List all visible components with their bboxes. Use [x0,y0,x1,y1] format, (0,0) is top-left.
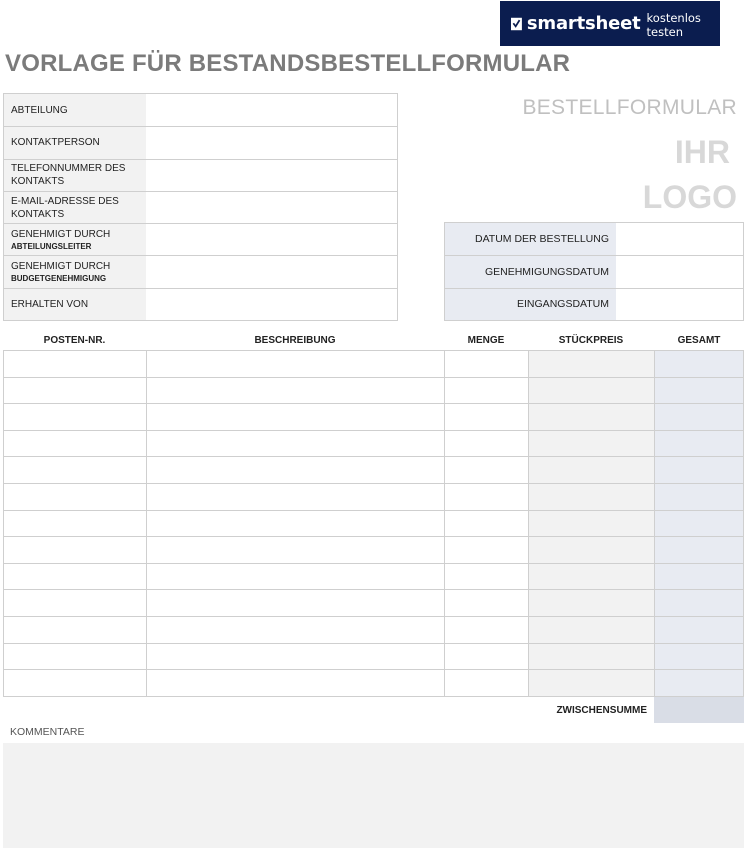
dates-table [444,222,744,321]
info-label [4,160,146,191]
smartsheet-trial-banner[interactable] [500,1,720,46]
table-row [4,670,743,697]
item-no-cell[interactable] [4,351,147,377]
header-unit-price: STÜCKPREIS [558,334,624,346]
info-label-subtext: BUDGETGENEHMIGUNG [11,274,107,284]
item-no-cell[interactable] [4,484,147,510]
header-item-no: POSTEN-NR. [43,334,106,346]
date-row [445,255,743,287]
description-cell[interactable] [147,351,445,377]
table-row [4,564,743,591]
description-cell[interactable] [147,457,445,483]
form-title: BESTELLFORMULAR [522,96,737,119]
item-no-cell[interactable] [4,617,147,643]
table-row [4,537,743,564]
info-row [4,255,397,287]
item-no-cell[interactable] [4,644,147,670]
unit-price-cell[interactable] [529,590,655,616]
table-row [4,644,743,671]
item-no-cell[interactable] [4,670,147,696]
subtotal-label: ZWISCHENSUMME [556,704,647,716]
info-label-text: E-MAIL-ADRESSE DES KONTAKTS [11,195,119,220]
info-label-text: KONTAKTPERSON [11,137,100,149]
description-cell[interactable] [147,644,445,670]
table-row [4,590,743,617]
subtotal-value[interactable] [654,697,744,723]
date-label: EINGANGSDATUM [445,289,616,320]
item-no-cell[interactable] [4,511,147,537]
info-label [4,256,146,287]
total-cell[interactable] [655,457,743,483]
date-value-field[interactable] [616,289,743,320]
date-value-field[interactable] [616,223,743,255]
smartsheet-check-icon [511,16,522,32]
table-row [4,378,743,405]
item-no-cell[interactable] [4,431,147,457]
info-row [4,94,397,126]
unit-price-cell[interactable] [529,537,655,563]
quantity-cell[interactable] [445,484,529,510]
table-row [4,484,743,511]
total-cell[interactable] [655,378,743,404]
unit-price-cell[interactable] [529,511,655,537]
info-row [4,223,397,255]
table-row [4,431,743,458]
info-label-text: TELEFONNUMMER DES KONTAKTS [11,163,126,188]
total-cell[interactable] [655,617,743,643]
quantity-cell[interactable] [445,457,529,483]
total-cell[interactable] [655,670,743,696]
item-no-cell[interactable] [4,404,147,430]
item-no-cell[interactable] [4,590,147,616]
info-value-field[interactable] [146,127,397,158]
info-row [4,126,397,158]
page-title: VORLAGE FÜR BESTANDSBESTELLFORMULAR [5,50,571,77]
item-no-cell[interactable] [4,457,147,483]
table-row [4,404,743,431]
date-row [445,288,743,320]
unit-price-cell[interactable] [529,351,655,377]
unit-price-cell[interactable] [529,617,655,643]
quantity-cell[interactable] [445,670,529,696]
description-cell[interactable] [147,590,445,616]
date-row [445,223,743,255]
trial-cta: kostenlos testen [646,11,701,39]
description-cell[interactable] [147,404,445,430]
info-value-field[interactable] [146,289,397,320]
items-grid [3,350,744,697]
header-quantity: MENGE [467,334,505,346]
total-cell[interactable] [655,511,743,537]
info-value-field[interactable] [146,256,397,287]
item-no-cell[interactable] [4,564,147,590]
item-no-cell[interactable] [4,537,147,563]
info-label-text: GENEHMIGT DURCH [11,261,111,273]
quantity-cell[interactable] [445,617,529,643]
unit-price-cell[interactable] [529,404,655,430]
total-cell[interactable] [655,590,743,616]
logo-placeholder-line2: LOGO [642,179,737,215]
header-total: GESAMT [677,334,721,346]
quantity-cell[interactable] [445,431,529,457]
unit-price-cell[interactable] [529,644,655,670]
quantity-cell[interactable] [445,590,529,616]
info-label-text: GENEHMIGT DURCH [11,228,111,240]
description-cell[interactable] [147,378,445,404]
info-label [4,94,146,126]
table-row [4,617,743,644]
description-cell[interactable] [147,670,445,696]
subtotal-row [3,697,744,723]
unit-price-cell[interactable] [529,457,655,483]
unit-price-cell[interactable] [529,431,655,457]
total-cell[interactable] [655,484,743,510]
total-cell[interactable] [655,537,743,563]
items-header [3,330,744,350]
quantity-cell[interactable] [445,644,529,670]
description-cell[interactable] [147,564,445,590]
total-cell[interactable] [655,644,743,670]
total-cell[interactable] [655,564,743,590]
quantity-cell[interactable] [445,511,529,537]
description-cell[interactable] [147,537,445,563]
info-label-text: ABTEILUNG [11,104,68,116]
table-row [4,457,743,484]
items-table [3,330,744,697]
description-cell[interactable] [147,617,445,643]
date-value-field[interactable] [616,256,743,287]
info-label [4,289,146,320]
quantity-cell[interactable] [445,564,529,590]
unit-price-cell[interactable] [529,564,655,590]
info-label [4,127,146,158]
quantity-cell[interactable] [445,404,529,430]
department-info-table [3,93,398,321]
item-no-cell[interactable] [4,378,147,404]
table-row [4,351,743,378]
logo-placeholder-line1: IHR [674,134,730,170]
comments-field[interactable] [3,743,744,848]
date-label: GENEHMIGUNGSDATUM [445,256,616,287]
info-value-field[interactable] [146,224,397,255]
quantity-cell[interactable] [445,378,529,404]
info-label-subtext: ABTEILUNGSLEITER [11,241,92,251]
info-value-field[interactable] [146,160,397,191]
total-cell[interactable] [655,404,743,430]
date-label: DATUM DER BESTELLUNG [445,223,616,255]
info-label-text: ERHALTEN VON [11,298,89,310]
table-row [4,511,743,538]
header-description: BESCHREIBUNG [254,334,336,346]
info-label [4,224,146,255]
info-value-field[interactable] [146,192,397,223]
info-value-field[interactable] [146,94,397,126]
unit-price-cell[interactable] [529,484,655,510]
description-cell[interactable] [147,484,445,510]
info-row [4,191,397,223]
unit-price-cell[interactable] [529,378,655,404]
info-label [4,192,146,223]
quantity-cell[interactable] [445,351,529,377]
description-cell[interactable] [147,511,445,537]
info-row [4,159,397,191]
comments-label: KOMMENTARE [10,726,85,738]
info-row [4,288,397,320]
total-cell[interactable] [655,351,743,377]
brand-name: smartsheet [526,13,641,34]
quantity-cell[interactable] [445,537,529,563]
total-cell[interactable] [655,431,743,457]
description-cell[interactable] [147,431,445,457]
unit-price-cell[interactable] [529,670,655,696]
